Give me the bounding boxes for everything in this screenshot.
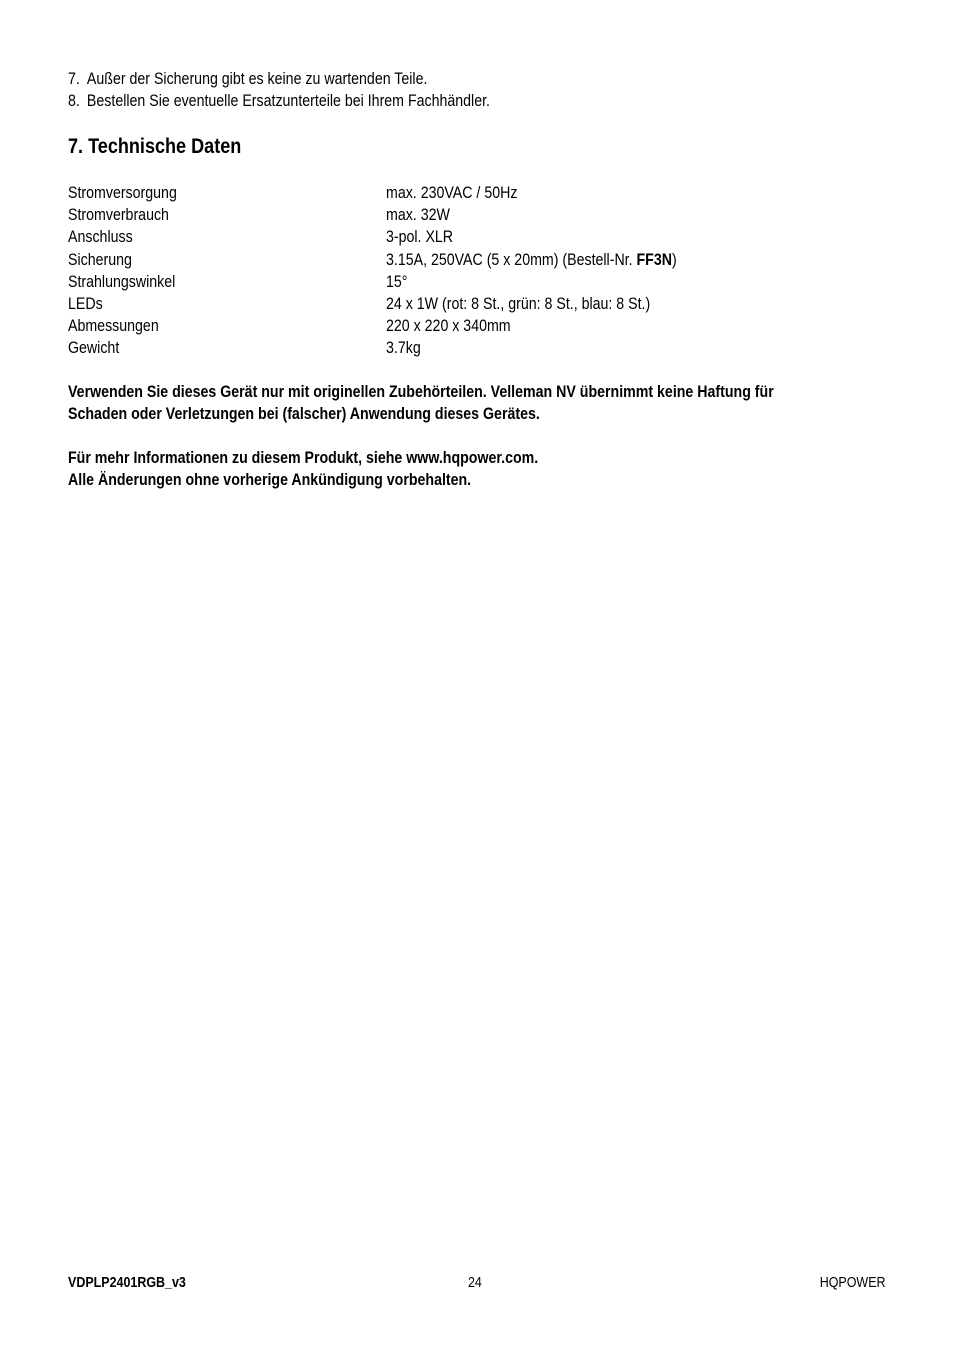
spec-label: Abmessungen — [68, 317, 159, 336]
spec-value-text: 3.15A, 250VAC (5 x 20mm) (Bestell-Nr. — [386, 250, 637, 269]
spec-label: Stromversorgung — [68, 184, 177, 202]
footer-model — [68, 1274, 205, 1292]
notice-line: Schaden oder Verletzungen bei (falscher) Anwendung dieses Gerätes. — [68, 405, 540, 423]
maintenance-list — [68, 68, 559, 112]
liability-notice — [68, 381, 889, 425]
list-item-text: Bestellen Sie eventuelle Ersatzunterteile bei Ihrem Fachhändler. — [86, 92, 490, 110]
footer-model-text: VDPLP2401RGB_v3 — [68, 1275, 186, 1291]
spec-value: 3-pol. XLR — [386, 228, 454, 247]
spec-label: Stromverbrauch — [68, 206, 169, 225]
page-number-text: 24 — [468, 1275, 482, 1291]
list-item — [68, 90, 490, 112]
order-number: FF3N — [636, 250, 672, 269]
footer-brand-text: HQPOWER — [820, 1275, 886, 1291]
spec-value: max. 230VAC / 50Hz — [386, 184, 518, 202]
notice-line: Für mehr Informationen zu diesem Produkt, siehe www.hqpower.com. — [68, 449, 539, 467]
section-title: 7. Technische Daten — [68, 135, 242, 158]
list-item-text: Außer der Sicherung gibt es keine zu wartenden Teile. — [86, 70, 428, 88]
spec-value: 3.7kg — [386, 339, 421, 358]
spec-value: 24 x 1W (rot: 8 St., grün: 8 St., blau: 8 St.) — [386, 294, 651, 313]
notice-line: Alle Änderungen ohne vorherige Ankündigung vorbehalten. — [68, 471, 472, 489]
spec-value-suffix: ) — [671, 250, 677, 269]
list-item-number: 7. — [68, 70, 80, 88]
spec-label: Gewicht — [68, 339, 120, 358]
spec-value: max. 32W — [386, 206, 450, 225]
spec-value: 220 x 220 x 340mm — [386, 317, 511, 336]
page-number — [468, 1274, 484, 1292]
spec-label: Strahlungswinkel — [68, 272, 176, 291]
list-item-number: 8. — [68, 92, 80, 110]
spec-value — [386, 249, 677, 271]
notice-line: Verwenden Sie dieses Gerät nur mit originellen Zubehörteilen. Velleman NV übernimmt keine Haftung für — [68, 383, 774, 401]
spec-label: Anschluss — [68, 228, 133, 247]
spec-label: Sicherung — [68, 250, 132, 269]
list-item — [68, 68, 490, 90]
spec-value: 15° — [386, 272, 408, 291]
spec-label: LEDs — [68, 294, 103, 313]
footer-brand — [809, 1274, 886, 1292]
info-notice — [68, 447, 615, 491]
